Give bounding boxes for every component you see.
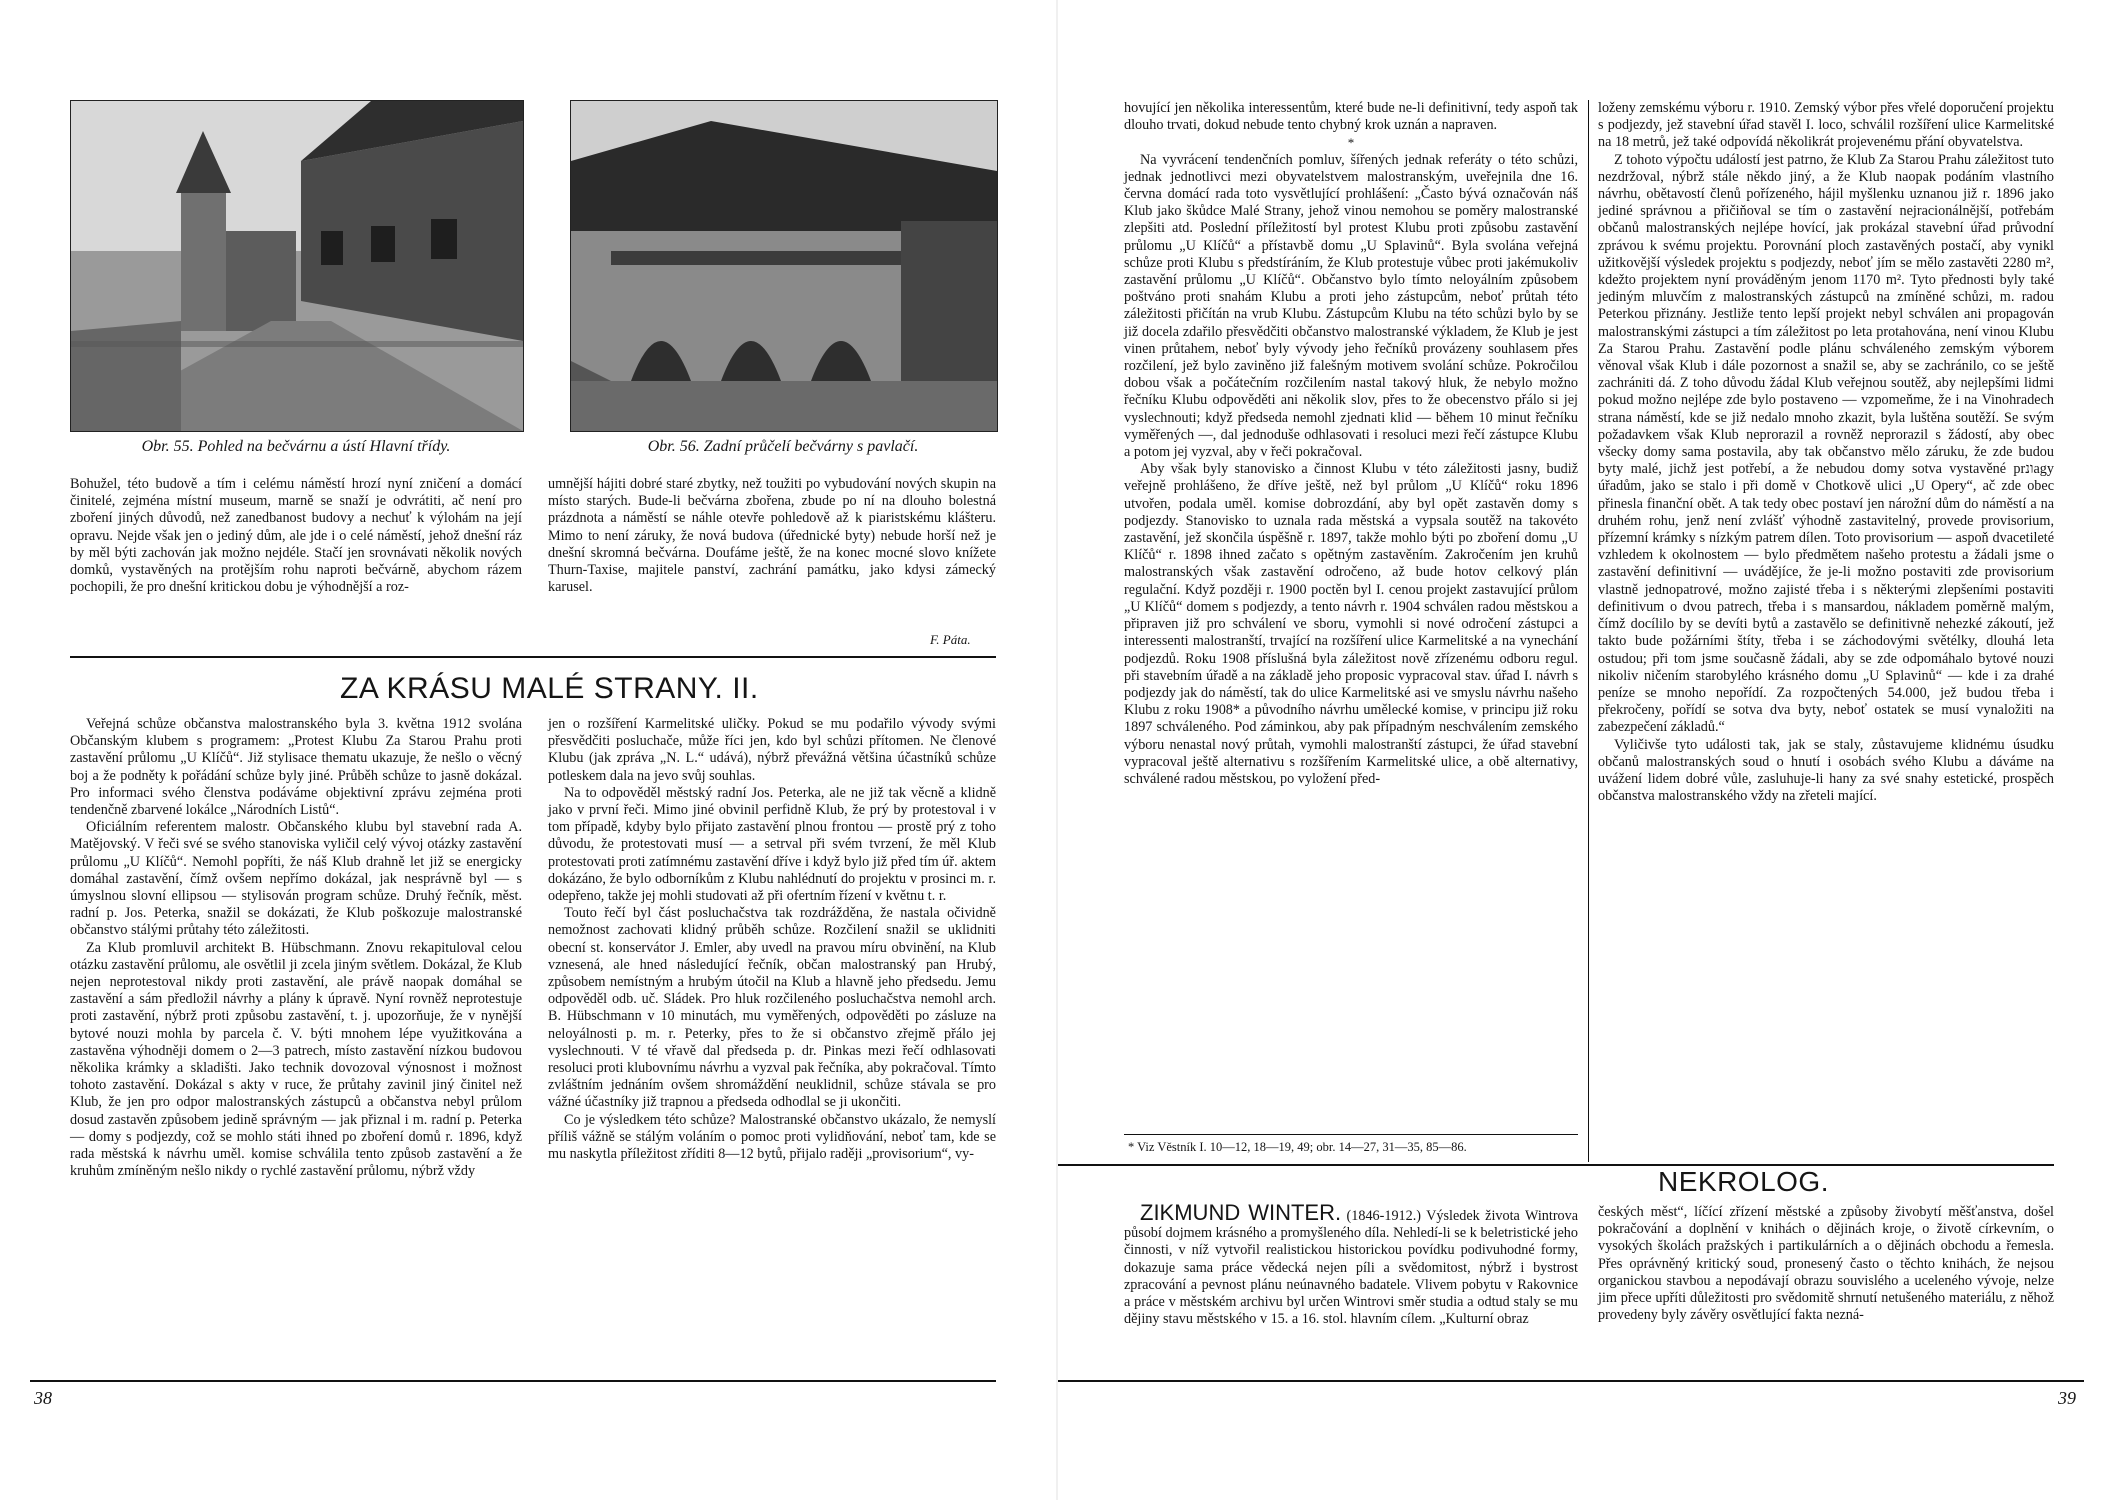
- right-paragraph: loženy zemskému výboru r. 1910. Zemský výbor přes vřelé doporučení projektu s podjezdy, jež stavební úřad stavěl I. loco, schválil rozšíření ulice Karmelitské na 18 metrů, jež také odpovídá několikrát projevenému přání obyvatelstva.: [1598, 100, 2054, 151]
- nekrolog-text: (1846-1912.) Výsledek života Wintrova působí dojmem krásného a promyšleného díla. Nehledí-li se k beletristické jeho činnosti, v níž vytvořil realistickou historickou povídku podivuhodné formy, dokazuje sama práce vědecká nejen píli a svědomitost, nýbrž i bystrost zpracování a pevnost plánu neúnavného badatele. Vlivem pobytu v Rakovnice a práce v městském archivu byl určen Wintrovi směr studia a odtud staly se mu dějiny stavu městského v 15. a 16. stol. hlavním cílem. „Kulturní obraz: [1124, 1208, 1579, 1328]
- photo-2-caption: Obr. 56. Zadní průčelí bečvárny s pavlačí.: [647, 438, 919, 455]
- nekrolog-column-2: [1598, 1204, 2054, 1324]
- article-paragraph: Za Klub promluvil architekt B. Hübschmann. Znovu rekapituloval celou otázku zastavění průlomu, ale osvětlil ji zcela jiným světlem. Dokázal, že Klub nejen neprotestoval nikdy proti zastavění, ale právě naopak domáhal se zastavění a sám předložil návrhy a plány k úpravě. Nyní rovněž neprotestuje proti zastavění, nýbrž proti způsobu zastavění, t. j. upozorňuje, že v nynější bytové nouzi mohla by parcela č. V. býti mnohem lépe využitkována a zastavěna výhodněji domem o 2—3 patrech, místo zastavění nízkou budovou několika krámky a skladišti. Jako technik dovozoval výnosnost i možnost tohoto zastavění. Dokázal s akty v ruce, že průtahy zavinil jiný činitel než Klub, že jen pro odpor malostranských zástupců a občanstva nebyl průlom dosud zastavěn způsobem jedině správným — jak přiznal i m. radní p. Peterka — domy s podjezdy, což se mohlo státi ihned po zboření domů r. 1896, když rada městská k návrhu uměl. komise schválila tento způsob zastavění a že kruhům zmíněným nešlo nikdy o rychlé zastavění průlomu, nýbrž vždy: [70, 939, 522, 1180]
- intro-paragraph-1: Bohužel, této budově a tím i celému náměstí hrozí nyní zničení a domácí činitelé, zejména místní museum, marně se snaží je odvrátiti, ač není pro zboření jiných důvodů, než zanedbanost budovy a nechuť k výlohám na její opravu. Nejde však jen o jediný dům, ale jde i o celé náměstí, jehož dnešní ráz by měl býti zachován jak možno nejdéle. Stačí jen srovnávati několik nových domků, vystavěných na protějším rohu naproti bečvárně, abychom rázem pochopili, že pro dnešní kritickou dobu je výhodnější a roz-: [70, 476, 522, 596]
- bottom-rule: [1058, 1380, 2084, 1382]
- article-paragraph: Veřejná schůze občanstva malostranského byla 3. května 1912 svolána Občanským klubem s programem: „Protest Klubu Za Starou Prahu proti zastavění průlomu „U Klíčů“. Již stylisace thematu ukazuje, že nešlo o věcný boj a že podněty k pořádání schůze byly jiné. Průběh schůze to jasně dokázal. Pro informaci svého členstva podáváme objektivní zprávu zejména proti tendenčně zbarvené lokálce „Národních Listů“.: [70, 716, 522, 819]
- right-paragraph: Z tohoto výpočtu událostí jest patrno, že Klub Za Starou Prahu záležitost tuto nezdržoval, nýbrž stále někdo jiný, a že Klub naopak podáním vlastního návrhu, obětavostí členů pořízeného, hájil myšlenku uznanou již r. 1896 jako jediné správnou a přičiňoval se tím o zastavění nejracionálnější, potřebám občanů malostranských nejlépe hovící, jak prokázal stavební úřad průvodní zprávou k svému projektu. Porovnání ploch zastavěných postačí, aby vynikl užitkovější výsledek projektu s podjezdy, neboť jím se mělo zastavěti 2280 m², kdežto projektem nyní prováděným jenom 1170 m². Tyto přednosti byly také jediným mluvčím z malostranských zástupců na zmíněné schůzi, m. radou Peterkou přiznány. Jestliže tento lepší projekt nebyl schválen ani propagován malostranskými zástupci a tím záležitost po leta protahována, není vinou Klubu Za Starou Prahu. Zastavění podle plánu schváleného zemským výborem věnoval však Klub i dále pozornost a snažil se, aby se zachránilo, co se ještě zachrániti dá. Z toho důvodu žádal Klub veřejnou soutěž, aby nejlepšími lidmi pokud možno nejlépe zde bylo postaveno — vzpomeňme, že i na Vinohradech strana náměstí, kde se již nedalo mnoho zkazit, byla luštěna soutěží. Se svým požadavkem však Klub neprorazil a rovněž neprorazil s žádostí, aby obec všecky domy sama postavila, aby tak občanstvo mělo záruku, že zde budou byty malé, jichž jest potřebí, a že nebudou domy sotva vystavěné prונagy úřadům, jako se stalo i při domě v Chotkově ulici „U Opery“, ač zde obec přinesla finanční obět. A tak tedy obec postaví jen nárožní dům do náměstí a na druhém rohu, jenž není zvlášť výhodně zastavitelný, provede provisorium, přízemní krámky s nízkým patrem dílen. Toto provisorium — aspoň dvacetileté vzhledem k okolnostem — bylo předmětem našeho protestu a žádali jsme o zastavění definitivní — uvádějíce, že je-li možno postaviti zde provisorium vlastně jednopatrové, možno zajisté třeba i s některými zlepšeními postaviti definitivum o dvou patrech, třeba i s mansardou, nákladem poměrně malým, čímž docílilo by se devíti bytů a zastavělo se definitivně nehezké zákoutí, jež takto bude požárními štíty, třeba i se záchodovými světélky, dlouhá leta ostudou; při tom jsme současně žádali, aby se zde odpomáhalo bytové nouzi nikoliv ničením starobylého krásného domu „U Splavinů“ — kde i za drahé peníze se mnoho nepořídí. Za rozpočtených 54.000, jež budou třeba i překročeny, pořídí se sotva dva byty, neboť ostatek se musí vynaložiti na zabezpečení základů.“: [1598, 151, 2054, 736]
- article-paragraph: Touto řečí byl část posluchačstva tak rozdrážděna, že nastala očividně nemožnost zachovati klidný průběh schůze. Rozčilení snažil se uklidniti obecní st. konservátor J. Emler, aby uvedl na pravou míru obvinění, na Klub vznesená, ale hned následující řečník, občan malostranský pan Hrubý, způsobem nemístným a hrubým útočil na Klub a hlavně jeho předsedu. Jemu odpověděl odb. uč. Sládek. Pro hluk rozčileného posluchačstva nemohl arch. B. Hübschmann v 10 minutách, mu vyměřených, odpověděti po zásluze na neloyálnosti p. m. r. Peterky, přes to že si občanstvo zřejmě přálo jej vyslechnouti. V té vřavě dal předseda p. dr. Pinkas mezi řečí odhlasovati resoluci proti klubovnímu návrhu a vyzval pak řečníka, aby pokračoval. Tímto zvláštním jednáním ovšem shromáždění neuklidnil, schůze stávala se pro vážné účastníky již trapnou a předseda odhodlal se ji ukončiti.: [548, 905, 996, 1111]
- article-title: ZA KRÁSU MALÉ STRANY. II.: [340, 672, 759, 705]
- right-column-1: [1124, 100, 1578, 788]
- intro-column-2: [548, 476, 996, 596]
- intro-paragraph-2: umnější hájiti dobré staré zbytky, než toužiti po vybudování nových skupin na místo starých. Bude-li bečvárna zbořena, zbude po ní na dlouho bolestná prázdnota a náměstí se náhle otevře pohledově až k piaristskému klášteru. Mimo to není záruky, že nová budova (úřednické byty) nebude horší než je dnešní skromná bečvárna. Doufáme ještě, že na konec mocné slovo knížete Thurn-Taxise, majitele panství, zachrání památku, jako kdysi zámecký karusel.: [548, 476, 996, 596]
- page-number-left: 38: [34, 1388, 52, 1408]
- right-page: [1058, 0, 2114, 1500]
- article-column-1: [70, 716, 522, 1180]
- article-paragraph: Co je výsledkem této schůze? Malostranské občanstvo ukázalo, že nemyslí příliš vážně se stálým voláním o pomoc proti vylidňování, neboť tam, kde se mu naskytla příležitost zříditi 8—12 bytů, přijalo raději „provisorium“, vy-: [548, 1111, 996, 1163]
- footnote-rule: [1124, 1134, 1578, 1135]
- left-page: [0, 0, 1056, 1500]
- nekrolog-paragraph: [1124, 1200, 1579, 1328]
- right-paragraph: Vyličivše tyto události tak, jak se staly, zůstavujeme klidnému úsudku občanů malostranských soud o hnutí i osobách svého Klubu a dáváme na uvážení lidem dobré vůle, zasluhuje-li hany za své snahy estetické, prospěch občanstva malostranského vždy na zřeteli mající.: [1598, 736, 2054, 805]
- article-paragraph: Oficiálním referentem malostr. Občanského klubu byl stavební rada A. Matějovský. V řeči své se svého stanoviska vyličil celý vývoj otázky zastavění průlomu „U Klíčů“. Nemohl popříti, že náš Klub drahně let již se energicky domáhal zastavění, čímž ovšem nepřímo dokázal, jak nesprávně byl — s úmyslnou slovní ellipsou — stylisován program schůze. Druhý řečník, měst. radní p. Jos. Peterka, snažil se dokázati, že Klub poškozuje malostranské občanstvo stálými průtahy této záležitosti.: [70, 819, 522, 939]
- author-signature: F. Páta.: [930, 632, 971, 647]
- right-paragraph: Na vyvrácení tendenčních pomluv, šířených jednak referáty o této schůzi, jednak jednotlivci mezi obyvatelstvem malostranským, uveřejnila dne 16. června domácí rada toto vysvětlující prohlášení: „Často bývá označován náš Klub jako škůdce Malé Strany, jehož vinou nemohou se poměry malostranské zlepšiti atd. Poslední příležitostí byl protest Klubu proti způsobu zastavění průlomu „U Klíčů“ a přístavbě domu „U Splavinů“. Byla svolána veřejná schůze proti Klubu s předstíráním, že Klub protestuje vůbec proti jakémukoliv zastavění průlomu „U Klíčů“. Občanstvo bylo tímto neloyálním způsobem poštváno proti snahám Klubu a proti jeho zástupcům, neboť průtah této záležitosti přičítán na vrub Klubu. Zástupcům Klubu na této schůzi bylo by se již docela zdařilo přesvědčiti občanstvo malostranské výkladem, že Klub je jest vinen průtahem, neboť byly vývody jeho řečníků provázeny souhlasem přes rozčilení, jež bylo zaviněno již falešným motivem svolání schůze. Pokročilou dobou však a počátečním rozčilením nastal takový hluk, že nebylo možno řečníku Klubu odpověděti ani několik slov, přes to že obecenstvo přálo si jej vyslechnouti; když předseda nemohl zjednati klid — během 10 minut řečníku vyměřených —, dal jednoduše odhlasovati i resoluci mezi řečí zástupce Klubu a potom jej vyzval, aby v řeči pokračoval.: [1124, 151, 1578, 461]
- section-star: *: [1347, 135, 1355, 151]
- nekrolog-paragraph: českých měst“, líčící zřízení městské a způsoby živobytí měšťanstva, došel pokračování a doplnění v knihách o dějinách kroje, o životě církevním, o vysokých školách pražských i partikulárních a o dějinách obchodu a řemesla. Přes oprávněný kritický soud, pronesený často o těchto knihách, že nejsou organickou stavbou a nepodávají obrazu souvislého a uceleného vývoje, nelze jim přece upříti důležitosti pro svědomitě shrnutí netušeného materiálu, z něhož provedeny byly závěry osvětlující fakta nezná-: [1598, 1204, 2054, 1324]
- intro-column-1: [70, 476, 522, 596]
- photo-street-view: [70, 100, 524, 432]
- footnote: * Viz Věstník I. 10—12, 18—19, 49; obr. 14—27, 31—35, 85—86.: [1128, 1140, 1467, 1154]
- nekrolog-name: ZIKMUND WINTER.: [1140, 1200, 1342, 1225]
- nekrolog-column-1: [1124, 1200, 1579, 1328]
- column-divider: [1588, 100, 1589, 1162]
- nekrolog-title: NEKROLOG.: [1658, 1166, 1829, 1197]
- page-number-right: 39: [2058, 1388, 2076, 1408]
- bottom-rule: [30, 1380, 996, 1382]
- article-column-2: [548, 716, 996, 1163]
- right-paragraph: Aby však byly stanovisko a činnost Klubu v této záležitosti jasny, budiž veřejně prohlášeno, že dříve ještě, než byl průlom „U Klíčů“ roku 1896 utvořen, podala uměl. komise dobrozdání, aby byl opět zastavěn domy s podjezdy. Stanovisko to uznala rada městská a vypsala soutěž na takovéto zastavění, jež skončila úspěšně r. 1897, takže mohlo býti po zboření domu „U Klíčů“ r. 1898 ihned začato s opětným zastavěním. Zakročením jen kruhů malostranských však zastavění odročeno, až bude hotov celkový plán regulační. Když později r. 1900 poctěn byl I. cenou projekt zastavující průlom „U Klíčů“ domem s podjezdy, a tento návrh r. 1904 schválen radou městskou a připraven již pro schválení ve sboru, vymohli si nové odročení zástupci a interessenti malostranští, trvající na rozšíření ulice Karmelitské a na vynechání podjezdů. Roku 1908 příslušná byla záležitost nově zřízenému odboru regul. při stavebním úřadě a na základě jeho proposic vypracoval stav. úřad I. návrh s podjezdy jak do náměstí, tak do ulice Karmelitské asi ve smyslu návrhu našeho Klubu z roku 1908* a původního návrhu umělecké komise, v principu již roku 1897 schváleného. Pod záminkou, aby pak případným neschválením zemského výboru nenastal nový průtah, vymohli malostranští zástupci, že úřad stavební vypracoval ještě alternativu s rozšířením Karmelitské ulice, a obě alternativy, schválené radou městskou, po vyložení před-: [1124, 461, 1578, 787]
- right-column-2: [1598, 100, 2054, 805]
- article-paragraph: jen o rozšíření Karmelitské uličky. Pokud se mu podařilo vývody svými přesvědčiti posluchače, může říci jen, kdo byl schůzi přítomen. Ne členové Klubu (jak zpráva „N. L.“ udává), nýbrž převážná většina účastníků schůze potleskem dala na jevo svůj souhlas.: [548, 716, 996, 784]
- nekrolog-rule: [1058, 1164, 2054, 1166]
- right-paragraph: hovující jen několika interessentům, které bude ne-li definitivní, tedy aspoň tak dlouho trvati, dokud nebude tento chybný krok uznán a napraven.: [1124, 100, 1578, 134]
- photo-1-caption: Obr. 55. Pohled na bečvárnu a ústí Hlavní třídy.: [141, 438, 451, 455]
- photo-rear-facade: [570, 100, 998, 432]
- section-divider: [70, 656, 996, 658]
- article-paragraph: Na to odpověděl městský radní Jos. Peterka, ale ne již tak věcně a klidně jako v první řeči. Mimo jiné obvinil perfidně Klub, že prý by protestoval i v tom případě, kdyby bylo přijato zastavění plnou frontou — prostě prý z toho důvodu, že protestovati musí — a setrval při svém tvrzení, že měl Klub protestovati proti zatímnému zastavění dříve i když bylo již před tím úř. aktem dokázáno, že bylo odborníkům z Klubu nahlédnutí do projektu v prosinci m. r. odepřeno, takže jej mohli studovati až při ofertním řízení v květnu t. r.: [548, 784, 996, 905]
